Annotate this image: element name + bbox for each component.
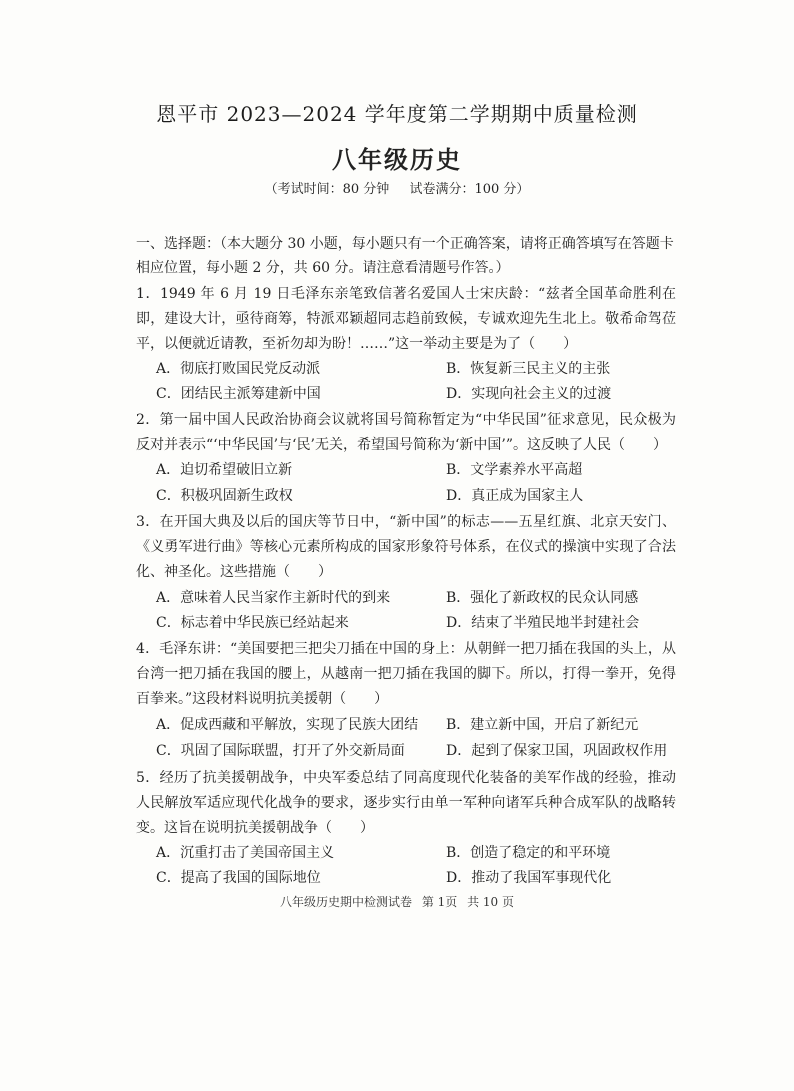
question-1-option-a: A．彻底打败国民党反动派 [156,361,321,377]
footer-page: 第 1页 [421,895,458,909]
footer-total: 共 10 页 [467,895,515,909]
question-2-option-a: A．迫切希望破旧立新 [156,462,293,478]
section-intro: 一、选择题：（本大题分 30 小题，每小题只有一个正确答案，请将正确答填写在答题卡相应位置，每小题 2 分，共 60 分。请注意看清题号作答。） [136,236,674,276]
subject-title: 八年级历史 [332,145,462,174]
question-2-option-b: B．文学素养水平高超 [446,462,583,478]
question-3-option-c: C．标志着中华民族已经站起来 [156,615,349,631]
footer-name: 八年级历史期中检测试卷 [279,895,412,909]
question-5-option-d: D．推动了我国军事现代化 [446,870,612,886]
exam-time: （考试时间：80 分钟 [264,182,390,197]
question-2-option-d: D．真正成为国家主人 [446,488,584,504]
question-4-option-c: C．巩固了国际联盟，打开了外交新局面 [156,743,405,759]
question-5-option-a: A．沉重打击了美国帝国主义 [156,845,335,861]
question-1-option-d: D．实现向社会主义的过渡 [446,386,612,402]
exam-title: 恩平市 2023—2024 学年度第二学期期中质量检测 [156,102,638,126]
question-5-stem: 5．经历了抗美援朝战争，中央军委总结了同高度现代化装备的美军作战的经验，推动人民解放军适应现代化战争的要求，逐步实行由单一军种向诸军兵种合成军队的战略转变。这旨在说明抗美援朝战争（ ） [136,770,676,836]
question-4-option-d: D．起到了保家卫国，巩固政权作用 [446,743,668,759]
question-1-option-b: B．恢复新三民主义的主张 [446,361,611,377]
question-5-option-b: B．创造了稳定的和平环境 [446,845,611,861]
exam-meta [0,178,794,197]
question-3-stem: 3．在开国大典及以后的国庆等节日中，“新中国”的标志——五星红旗、北京天安门、《义勇军进行曲》等核心元素所构成的国家形象符号体系，在仪式的操演中实现了合法化、神圣化。这些措施（ ） [136,514,676,580]
question-2-stem: 2．第一届中国人民政治协商会议就将国号简称暂定为“中华民国”征求意见，民众极为反对并表示“‘中华民国’与‘民’无关，希望国号简称为‘新中国’”。这反映了人民（ ） [136,412,676,453]
question-1-option-c: C．团结民主派筹建新中国 [156,386,321,402]
question-4-option-a: A．促成西藏和平解放，实现了民族大团结 [156,717,419,733]
question-4-option-b: B．建立新中国，开启了新纪元 [446,717,639,733]
question-2-option-c: C．积极巩固新生政权 [156,488,293,504]
question-5-option-c: C．提高了我国的国际地位 [156,870,321,886]
question-3-option-a: A．意味着人民当家作主新时代的到来 [156,590,391,606]
question-4-stem: 4．毛泽东讲：“美国要把三把尖刀插在中国的身上：从朝鲜一把刀插在我国的头上，从台湾一把刀插在我国的腰上，从越南一把刀插在我国的脚下。所以，打得一拳开，免得百拳来。”这段材料说明抗美援朝（ ） [136,641,676,707]
full-score: 试卷满分：100 分） [409,182,530,197]
question-3-option-d: D．结束了半殖民地半封建社会 [446,615,640,631]
page-footer [0,893,794,910]
question-3-option-b: B．强化了新政权的民众认同感 [446,590,639,606]
question-1-stem: 1．1949 年 6 月 19 日毛泽东亲笔致信著名爱国人士宋庆龄：“兹者全国革命胜利在即，建设大计，亟待商筹，特派邓颖超同志趋前致候，专诚欢迎先生北上。敬希命驾莅平，以便就近请教，至祈勿却为盼！……”这一举动主要是为了（ ） [136,286,676,352]
